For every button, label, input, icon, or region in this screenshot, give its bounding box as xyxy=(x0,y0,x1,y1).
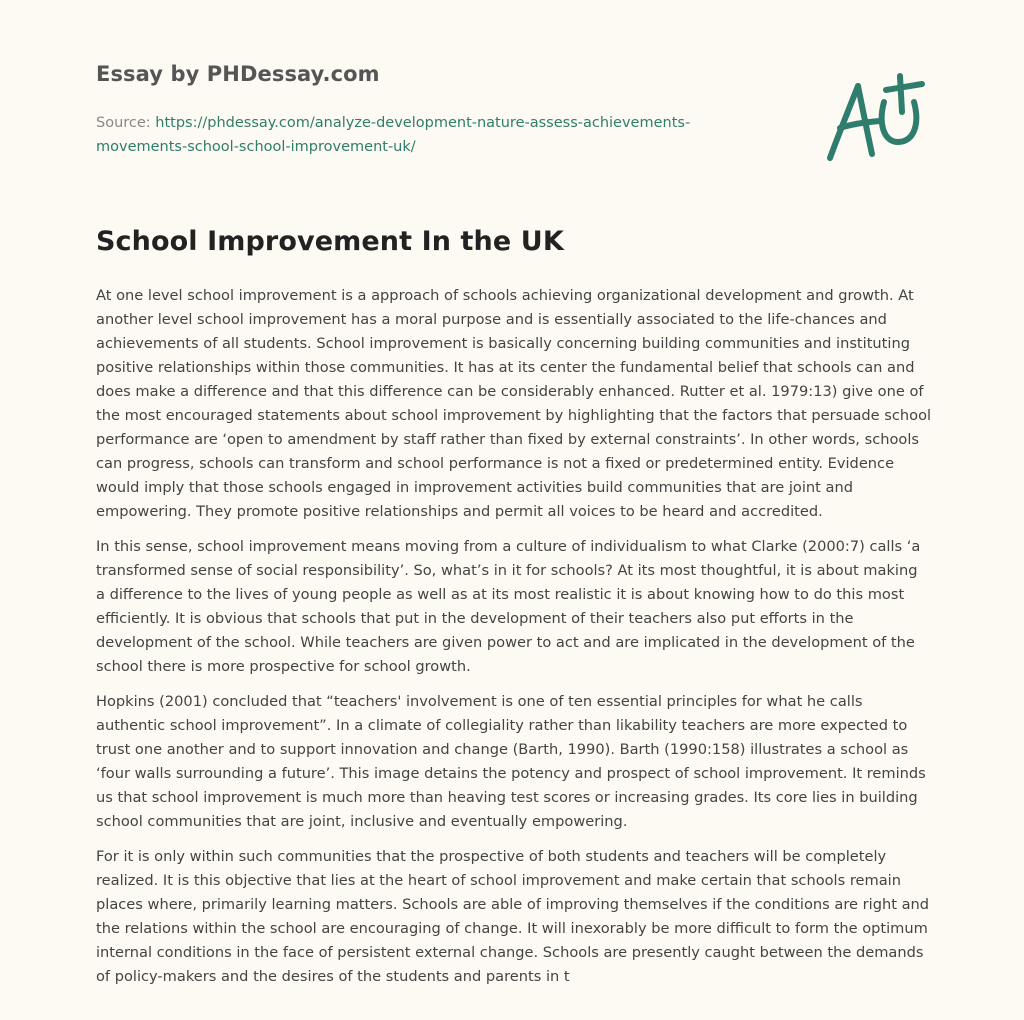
paragraph-line: realized. It is this objective that lies at the heart of school improvement and make certain that schools remain xyxy=(96,872,901,889)
source-link[interactable] xyxy=(96,115,690,155)
paragraph-line: of policy-makers and the desires of the students and parents in t xyxy=(96,968,570,985)
paragraph-line: development of the school. While teachers are given power to act and are implicated in the development of the xyxy=(96,634,915,651)
paragraph-line: For it is only within such communities that the prospective of both students and teachers will be completely xyxy=(96,848,887,865)
paragraph-line: the most encouraged statements about school improvement by highlighting that the factors that persuade school xyxy=(96,407,932,424)
paragraph-line: achievements of all students. School improvement is basically concerning building communities and instituting xyxy=(96,335,910,352)
paragraph-line: the relations within the school are encouraging of change. It will inexorably be more difficult to form the optimum xyxy=(96,920,928,937)
essay-title: School Improvement In the UK xyxy=(96,226,564,257)
paragraph-line: performance are ‘open to amendment by staff rather than fixed by external constraints’. In other words, schools xyxy=(96,431,919,448)
paragraph-3 xyxy=(96,690,936,834)
paragraph-line: At one level school improvement is a approach of schools achieving organizational development and growth. At xyxy=(96,287,914,304)
source-label: Source: xyxy=(96,115,151,131)
paragraph-2 xyxy=(96,535,936,679)
paragraph-line: school there is more prospective for school growth. xyxy=(96,658,471,675)
paragraph-line: us that school improvement is much more than heaving test scores or increasing grades. Its core lies in building xyxy=(96,789,918,806)
paragraph-line: positive relationships within those communities. It has at its center the fundamental belief that schools can and xyxy=(96,359,915,376)
paragraph-line: another level school improvement has a moral purpose and is essentially associated to the life-chances and xyxy=(96,311,887,328)
a-plus-logo-icon xyxy=(818,66,930,164)
essay-body xyxy=(96,284,936,1000)
paragraph-1 xyxy=(96,284,936,524)
paragraph-line: trust one another and to support innovation and change (Barth, 1990). Barth (1990:158) illustrates a school as xyxy=(96,741,909,758)
paragraph-4 xyxy=(96,845,936,989)
paragraph-line: would imply that those schools engaged in improvement activities build communities that are joint and xyxy=(96,479,853,496)
paragraph-line: transformed sense of social responsibility’. So, what’s in it for schools? At its most thoughtful, it is about making xyxy=(96,562,918,579)
paragraph-line: efficiently. It is obvious that schools that put in the development of their teachers also put efforts in the xyxy=(96,610,854,627)
paragraph-line: does make a difference and that this difference can be considerably enhanced. Rutter et al. 1979:13) give one of xyxy=(96,383,924,400)
paragraph-line: internal conditions in the face of persistent external change. Schools are presently caught between the demands xyxy=(96,944,924,961)
source-link-line-1: https://phdessay.com/analyze-development-nature-assess-achievements- xyxy=(155,115,691,131)
paragraph-line: Hopkins (2001) concluded that “teachers' involvement is one of ten essential principles for what he calls xyxy=(96,693,863,710)
paragraph-line: places where, primarily learning matters. Schools are able of improving themselves if the conditions are right and xyxy=(96,896,930,913)
paragraph-line: authentic school improvement”. In a climate of collegiality rather than likability teachers are more expected to xyxy=(96,717,908,734)
paragraph-line: empowering. They promote positive relationships and permit all voices to be heard and accredited. xyxy=(96,503,823,520)
source-link-line-2: movements-school-school-improvement-uk/ xyxy=(96,139,416,155)
paragraph-line: a difference to the lives of young people as well as at its most realistic it is about knowing how to do this most xyxy=(96,586,905,603)
paragraph-line: In this sense, school improvement means moving from a culture of individualism to what Clarke (2000:7) calls ‘a xyxy=(96,538,921,555)
paragraph-line: can progress, schools can transform and school performance is not a fixed or predetermined entity. Evidence xyxy=(96,455,895,472)
source-line xyxy=(96,111,736,159)
paragraph-line: ‘four walls surrounding a future’. This image detains the potency and prospect of school improvement. It reminds xyxy=(96,765,926,782)
paragraph-line: school communities that are joint, inclusive and eventually empowering. xyxy=(96,813,628,830)
site-title: Essay by PHDessay.com xyxy=(96,62,380,86)
